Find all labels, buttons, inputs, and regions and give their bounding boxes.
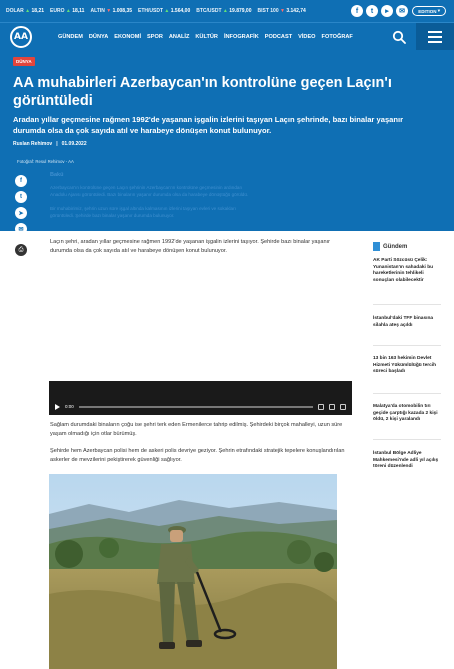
- sidebar-divider: [373, 393, 441, 394]
- byline: [13, 141, 87, 147]
- share-facebook-icon[interactable]: f: [15, 175, 27, 187]
- hamburger-menu-icon[interactable]: [416, 23, 454, 51]
- print-icon[interactable]: ⎙: [15, 244, 27, 256]
- sidebar-news-item[interactable]: Malatya'da otomobilin tırı geçide çarptığı kazada 2 kişi öldü, 2 kişi yaralandı: [373, 404, 438, 423]
- nav-link-ekonomi[interactable]: EKONOMİ: [114, 34, 141, 40]
- facebook-icon[interactable]: f: [351, 5, 363, 17]
- trend-down-icon: ▼: [106, 8, 112, 14]
- sidebar-accent-mark: [373, 242, 380, 251]
- nav-link-infografik[interactable]: İNFOGRAFİK: [223, 34, 259, 40]
- article-hero: [0, 50, 454, 231]
- nav-link-kultur[interactable]: KÜLTÜR: [195, 34, 218, 40]
- sidebar-title: Gündem: [383, 243, 408, 250]
- publish-date: 01.09.2022: [61, 141, 87, 147]
- ticker-item-dolar[interactable]: DOLAR ▲ 18,21: [6, 8, 45, 14]
- ticker-item-altin[interactable]: ALTIN ▼ 1.008,35: [90, 8, 133, 14]
- nav-links: [58, 23, 353, 51]
- ticker-item-euro[interactable]: EURO ▲ 18,11: [50, 8, 85, 14]
- sidebar-news-item[interactable]: İstanbul Bölge Adliye Mahkemesi'nde adli yıl açılış töreni düzenlendi: [373, 451, 439, 470]
- video-progress-bar[interactable]: [79, 406, 313, 408]
- aa-logo[interactable]: AA: [8, 26, 34, 48]
- trend-up-icon: ▲: [164, 8, 170, 14]
- sidebar-news-item[interactable]: AK Parti Sözcüsü Çelik: Yunanistan'ın sahadaki bu hareketlerinin tehlikeli sonuçları olabilecektir: [373, 258, 434, 283]
- nav-link-podcast[interactable]: PODCAST: [264, 34, 293, 40]
- nav-link-video[interactable]: VİDEO: [298, 34, 316, 40]
- search-icon[interactable]: [392, 30, 406, 44]
- ghost-dateline: Bakü: [50, 172, 64, 178]
- trend-up-icon: ▲: [25, 8, 31, 14]
- ticker-item-eth[interactable]: ETH/USDT ▲ 1.564,00: [138, 8, 191, 14]
- article-lead: Aradan yıllar geçmesine rağmen 1992'de yaşanan işgalin izlerini taşıyan Laçın şehrinde, bazı binalar yaşanır durumda olsa da çok sayıda atıl ve harabeye dönüşen konut bulunuyor.: [13, 115, 404, 135]
- article-paragraph: Şehirde hem Azerbaycan polisi hem de askeri polis devriye geziyor. Şehrin etrafındaki stratejik tepelere konuşlandırılan askerler de mevzilerini pekiştirerek güvenliği sağlıyor.: [50, 448, 345, 463]
- fullscreen-icon[interactable]: [329, 404, 335, 410]
- volume-icon[interactable]: [318, 404, 324, 410]
- share-telegram-icon[interactable]: ➤: [15, 207, 27, 219]
- more-options-icon[interactable]: [340, 404, 346, 410]
- twitter-icon[interactable]: t: [366, 5, 378, 17]
- nav-link-analiz[interactable]: ANALİZ: [168, 34, 190, 40]
- chevron-down-icon: ▾: [437, 8, 440, 13]
- sidebar-news-item[interactable]: İstanbul'daki TFF binasına silahla ateş açıldı: [373, 316, 434, 328]
- mail-icon[interactable]: ✉: [396, 5, 408, 17]
- trend-up-icon: ▲: [222, 8, 228, 14]
- play-icon[interactable]: [55, 404, 60, 410]
- author-name[interactable]: Ruslan Rehimov: [13, 141, 53, 147]
- trend-down-icon: ▼: [280, 8, 285, 14]
- video-controls: [49, 398, 352, 415]
- ticker-bar: [0, 0, 454, 22]
- main-nav: [0, 22, 454, 50]
- nav-link-fotograf[interactable]: FOTOĞRAF: [321, 34, 353, 40]
- article-headline: AA muhabirleri Azerbaycan'ın kontrolüne geçen Laçın'ı görüntüledi: [13, 75, 392, 109]
- nav-link-gundem[interactable]: GÜNDEM: [58, 34, 83, 40]
- article-photo[interactable]: [49, 474, 337, 669]
- nav-link-dunya[interactable]: DÜNYA: [88, 34, 109, 40]
- ghost-text-line: görüntüledi. Şehirde bazı binalar yaşanır durumda bulunuyor.: [50, 213, 175, 218]
- share-mail-icon[interactable]: ✉: [15, 223, 27, 235]
- sidebar-news-item[interactable]: 13 bin 163 hekimin Devlet Hizmeti Yükümlülüğü tercih süreci başladı: [373, 356, 437, 375]
- ticker-item-bist[interactable]: BIST 100 ▼ 3.142,74: [257, 8, 306, 14]
- article-paragraph: Laçın şehri, aradan yıllar geçmesine rağmen 1992'de yaşanan işgalin izlerini taşıyor. Şehirde bazı binalar yaşanır durumda olsa da çok sayıda atıl ve harabeye dönüşen konut bulunuyor.: [50, 239, 330, 254]
- ghost-text-line: Azerbaycan'ın kontrolüne geçen Laçın şehrinin Azerbaycan'ın kontrolüne geçmesinin ardından: [50, 185, 243, 190]
- nav-link-spor[interactable]: SPOR: [147, 34, 163, 40]
- byline-separator: |: [56, 141, 58, 147]
- sidebar-header: [373, 242, 407, 251]
- social-links: [351, 5, 408, 17]
- ghost-text-line: Bir muhabirimiz, şehrin uzun süre işgal altında kalmasının izlerini taşıyan evleri ve sokakları: [50, 206, 236, 211]
- sidebar-divider: [373, 304, 441, 305]
- sidebar-divider: [373, 345, 441, 346]
- trend-up-icon: ▲: [65, 8, 71, 14]
- youtube-icon[interactable]: ▸: [381, 5, 393, 17]
- video-player[interactable]: [49, 381, 352, 415]
- edition-selector[interactable]: EDITION ▾: [412, 6, 446, 16]
- share-buttons: [15, 175, 27, 235]
- ghost-text-line: Anadolu Ajansı görüntüledi. Bazı binaların yaşanır durumda olsa da harabeye dönüştüğü görüldü.: [50, 192, 249, 197]
- category-badge[interactable]: DÜNYA: [13, 57, 35, 66]
- video-time: 0:00: [65, 404, 74, 409]
- sidebar-divider: [373, 439, 441, 440]
- photo-credit: Fotoğraf: Resul Rehimov - AA: [17, 159, 74, 164]
- share-twitter-icon[interactable]: t: [15, 191, 27, 203]
- ticker-item-btc[interactable]: BTC/USDT ▲ 19.879,00: [196, 8, 252, 14]
- article-paragraph: Sağlam durumdaki binaların çoğu ise şehri terk eden Ermenilerce tahrip edilmiş. Şehirdeki birçok mahalleyi, uzun süre yaşam olmadığı için otlar bürümüş.: [50, 422, 343, 437]
